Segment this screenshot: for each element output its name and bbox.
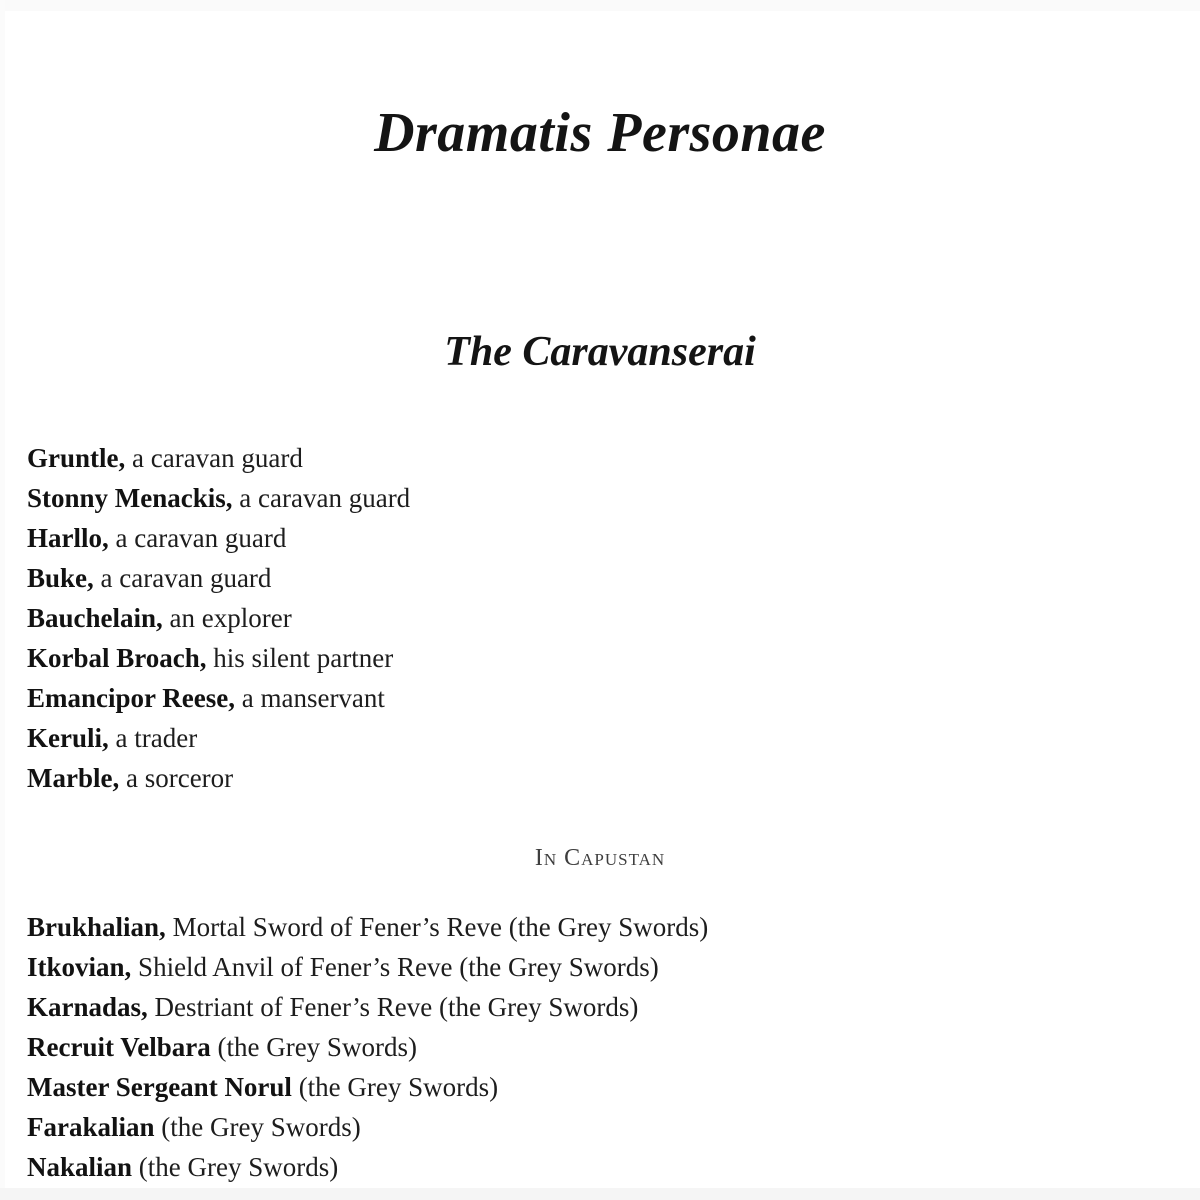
character-entry [27, 907, 1200, 947]
character-description: Mortal Sword of Fener’s Reve (the Grey Swords) [165, 911, 709, 942]
section-heading-caravanserai: The Caravanserai [444, 329, 756, 376]
character-name: Harllo, [27, 522, 109, 553]
character-description: a caravan guard [108, 522, 287, 553]
character-name: Emancipor Reese, [27, 682, 235, 713]
page-edge-top [0, 0, 1200, 11]
character-description: Destriant of Fener’s Reve (the Grey Swords) [147, 991, 639, 1022]
character-name: Brukhalian, [27, 911, 166, 942]
capustan-entry-list [27, 907, 1200, 1187]
character-description: (the Grey Swords) [210, 1031, 417, 1062]
character-entry [27, 438, 1200, 478]
character-entry [27, 638, 1200, 678]
page-edge-left [0, 0, 5, 1200]
character-description: his silent partner [206, 642, 394, 673]
character-name: Nakalian [27, 1151, 133, 1182]
character-name: Gruntle, [27, 442, 126, 473]
character-entry [27, 478, 1200, 518]
character-name: Buke, [27, 562, 94, 593]
character-description: a trader [108, 722, 198, 753]
character-name: Stonny Menackis, [27, 482, 233, 513]
character-entry [27, 1067, 1200, 1107]
character-description: an explorer [162, 602, 292, 633]
character-description: a caravan guard [125, 442, 303, 473]
subsection-heading-capustan: In Capustan [534, 844, 666, 871]
character-entry [27, 1107, 1200, 1147]
page-edge-bottom [0, 1188, 1200, 1200]
character-entry [27, 598, 1200, 638]
caravanserai-entry-list [27, 438, 1200, 798]
character-entry [27, 718, 1200, 758]
character-name: Bauchelain, [27, 602, 163, 633]
character-description: (the Grey Swords) [291, 1071, 499, 1102]
character-description: (the Grey Swords) [132, 1151, 339, 1182]
character-name: Recruit Velbara [27, 1031, 211, 1062]
character-entry [27, 558, 1200, 598]
character-entry [27, 1147, 1200, 1187]
page-title: Dramatis Personae [374, 102, 826, 164]
character-entry [27, 678, 1200, 718]
character-entry [27, 947, 1200, 987]
character-name: Farakalian [27, 1111, 155, 1142]
character-name: Marble, [27, 762, 120, 793]
character-name: Itkovian, [27, 951, 132, 982]
character-entry [27, 987, 1200, 1027]
character-name: Korbal Broach, [27, 642, 207, 673]
character-description: (the Grey Swords) [154, 1111, 361, 1142]
character-name: Keruli, [27, 722, 109, 753]
character-description: a caravan guard [232, 482, 411, 513]
character-description: a manservant [234, 682, 385, 713]
character-entry [27, 1027, 1200, 1067]
character-description: a sorceror [119, 762, 234, 793]
character-entry [27, 758, 1200, 798]
character-name: Karnadas, [27, 991, 148, 1022]
character-description: a caravan guard [93, 562, 272, 593]
character-name: Master Sergeant Norul [27, 1071, 292, 1102]
character-description: Shield Anvil of Fener’s Reve (the Grey Swords) [131, 951, 659, 982]
character-entry [27, 518, 1200, 558]
